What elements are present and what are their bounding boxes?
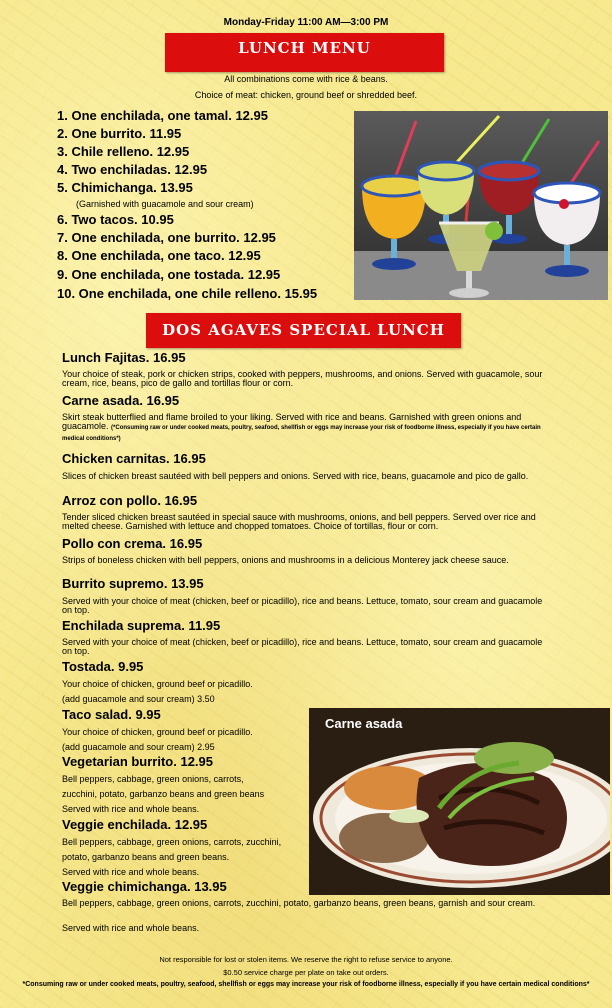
- hours-text: Monday-Friday 11:00 AM—3:00 PM: [223, 17, 389, 28]
- special-lunch-banner: DOS AGAVES SPECIAL LUNCH: [146, 313, 461, 348]
- combo-item: 6. Two tacos. 10.95: [57, 212, 174, 227]
- item-description: Tender sliced chicken breast sautéed in special sauce with mushrooms, onions, and bell peppers. Served over rice and melted cheese. Garnished with lettuce and chopped tomatoes. Choice of tortillas, flour or corn.: [62, 512, 536, 531]
- footer-warning: *Consuming raw or under cooked meats, poultry, seafood, shellfish or eggs may increase your risk of foodborne illness, especially if you have certain medical conditions*: [22, 981, 590, 988]
- item-title: Lunch Fajitas. 16.95: [62, 350, 186, 365]
- item-description: (add guacamole and sour cream) 3.50: [62, 694, 215, 704]
- item-title: Pollo con crema. 16.95: [62, 536, 203, 551]
- item-title: Burrito supremo. 13.95: [62, 576, 204, 591]
- item-title: Taco salad. 9.95: [62, 707, 161, 722]
- combo-item: 8. One enchilada, one taco. 12.95: [57, 248, 261, 263]
- item-title: Vegetarian burrito. 12.95: [62, 754, 214, 769]
- item-description: [62, 413, 546, 444]
- item-description: Your choice of chicken, ground beef or picadillo.: [62, 679, 253, 689]
- item-description: Served with rice and whole beans.: [62, 804, 200, 814]
- item-description: Served with rice and whole beans.: [62, 923, 200, 933]
- item-description: Served with your choice of meat (chicken, beef or picadillo), rice and beans. Lettuce, tomato, sour cream and guacamole on top.: [62, 596, 543, 615]
- combo-item: 5. Chimichanga. 13.95: [57, 180, 193, 195]
- footer-disclaimer: Not responsible for lost or stolen items. We reserve the right to refuse service to anyone.: [159, 955, 453, 964]
- item-title: Veggie chimichanga. 13.95: [62, 879, 227, 894]
- item-title: Tostada. 9.95: [62, 659, 144, 674]
- combinations-note: All combinations come with rice & beans.: [224, 74, 388, 84]
- item-title: Veggie enchilada. 12.95: [62, 817, 208, 832]
- combo-item: 9. One enchilada, one tostada. 12.95: [57, 267, 281, 282]
- item-title: Arroz con pollo. 16.95: [62, 493, 198, 508]
- carne-asada-description: Skirt steak butterflied and flame broiled to your liking. Served with rice and beans. Garnished with green onions and guacamole.: [62, 412, 522, 431]
- combo-item: 3. Chile relleno. 12.95: [57, 144, 190, 159]
- item-title: Enchilada suprema. 11.95: [62, 618, 221, 633]
- meat-choice-note: Choice of meat: chicken, ground beef or shredded beef.: [194, 90, 418, 100]
- combo-item: 7. One enchilada, one burrito. 12.95: [57, 230, 276, 245]
- carne-asada-photo: [309, 708, 610, 895]
- chimichanga-note: (Garnished with guacamole and sour cream): [76, 199, 254, 209]
- item-description: Served with rice and whole beans.: [62, 867, 200, 877]
- combo-item: 2. One burrito. 11.95: [57, 126, 182, 141]
- margaritas-photo: [354, 111, 608, 300]
- item-description: zucchini, potato, garbanzo beans and green beans: [62, 789, 265, 799]
- item-description: Your choice of chicken, ground beef or picadillo.: [62, 727, 253, 737]
- combo-item: 10. One enchilada, one chile relleno. 15.95: [57, 286, 318, 301]
- carne-asada-illustration: [309, 708, 610, 895]
- item-description: Strips of boneless chicken with bell peppers, onions and mushrooms in a delicious Monterey jack cheese sauce.: [62, 555, 509, 565]
- combo-item: 1. One enchilada, one tamal. 12.95: [57, 108, 268, 123]
- margaritas-illustration: [354, 111, 608, 300]
- item-description: Bell peppers, cabbage, green onions, carrots, zucchini,: [62, 837, 282, 847]
- item-description: potato, garbanzo beans and green beans.: [62, 852, 230, 862]
- consumption-warning: (*Consuming raw or under cooked meats, poultry, seafood, shellfish or eggs may increase your risk of foodborne illness, especially if you have certain medical conditions*): [62, 425, 541, 442]
- item-title: Chicken carnitas. 16.95: [62, 451, 206, 466]
- footer-service-charge: $0.50 service charge per plate on take out orders.: [223, 968, 389, 977]
- item-title: Carne asada. 16.95: [62, 393, 180, 408]
- lunch-menu-banner: LUNCH MENU: [165, 33, 444, 72]
- item-description: Your choice of steak, pork or chicken strips, cooked with peppers, mushrooms, and onions. Served with guacamole, sour cream, rice, beans, pico de gallo and tortillas flour or corn.: [62, 369, 543, 388]
- item-description: Bell peppers, cabbage, green onions, carrots,: [62, 774, 244, 784]
- photo-caption: Carne asada: [325, 716, 403, 731]
- item-description: (add guacamole and sour cream) 2.95: [62, 742, 215, 752]
- combo-item: 4. Two enchiladas. 12.95: [57, 162, 208, 177]
- item-description: Served with your choice of meat (chicken, beef or picadillo), rice and beans. Lettuce, tomato, sour cream and guacamole on top.: [62, 637, 543, 656]
- item-description: Bell peppers, cabbage, green onions, carrots, zucchini, potato, garbanzo beans, green beans, garnish and sour cream.: [62, 898, 536, 908]
- item-description: Slices of chicken breast sautéed with bell peppers and onions. Served with rice, beans, guacamole and pico de gallo.: [62, 471, 529, 481]
